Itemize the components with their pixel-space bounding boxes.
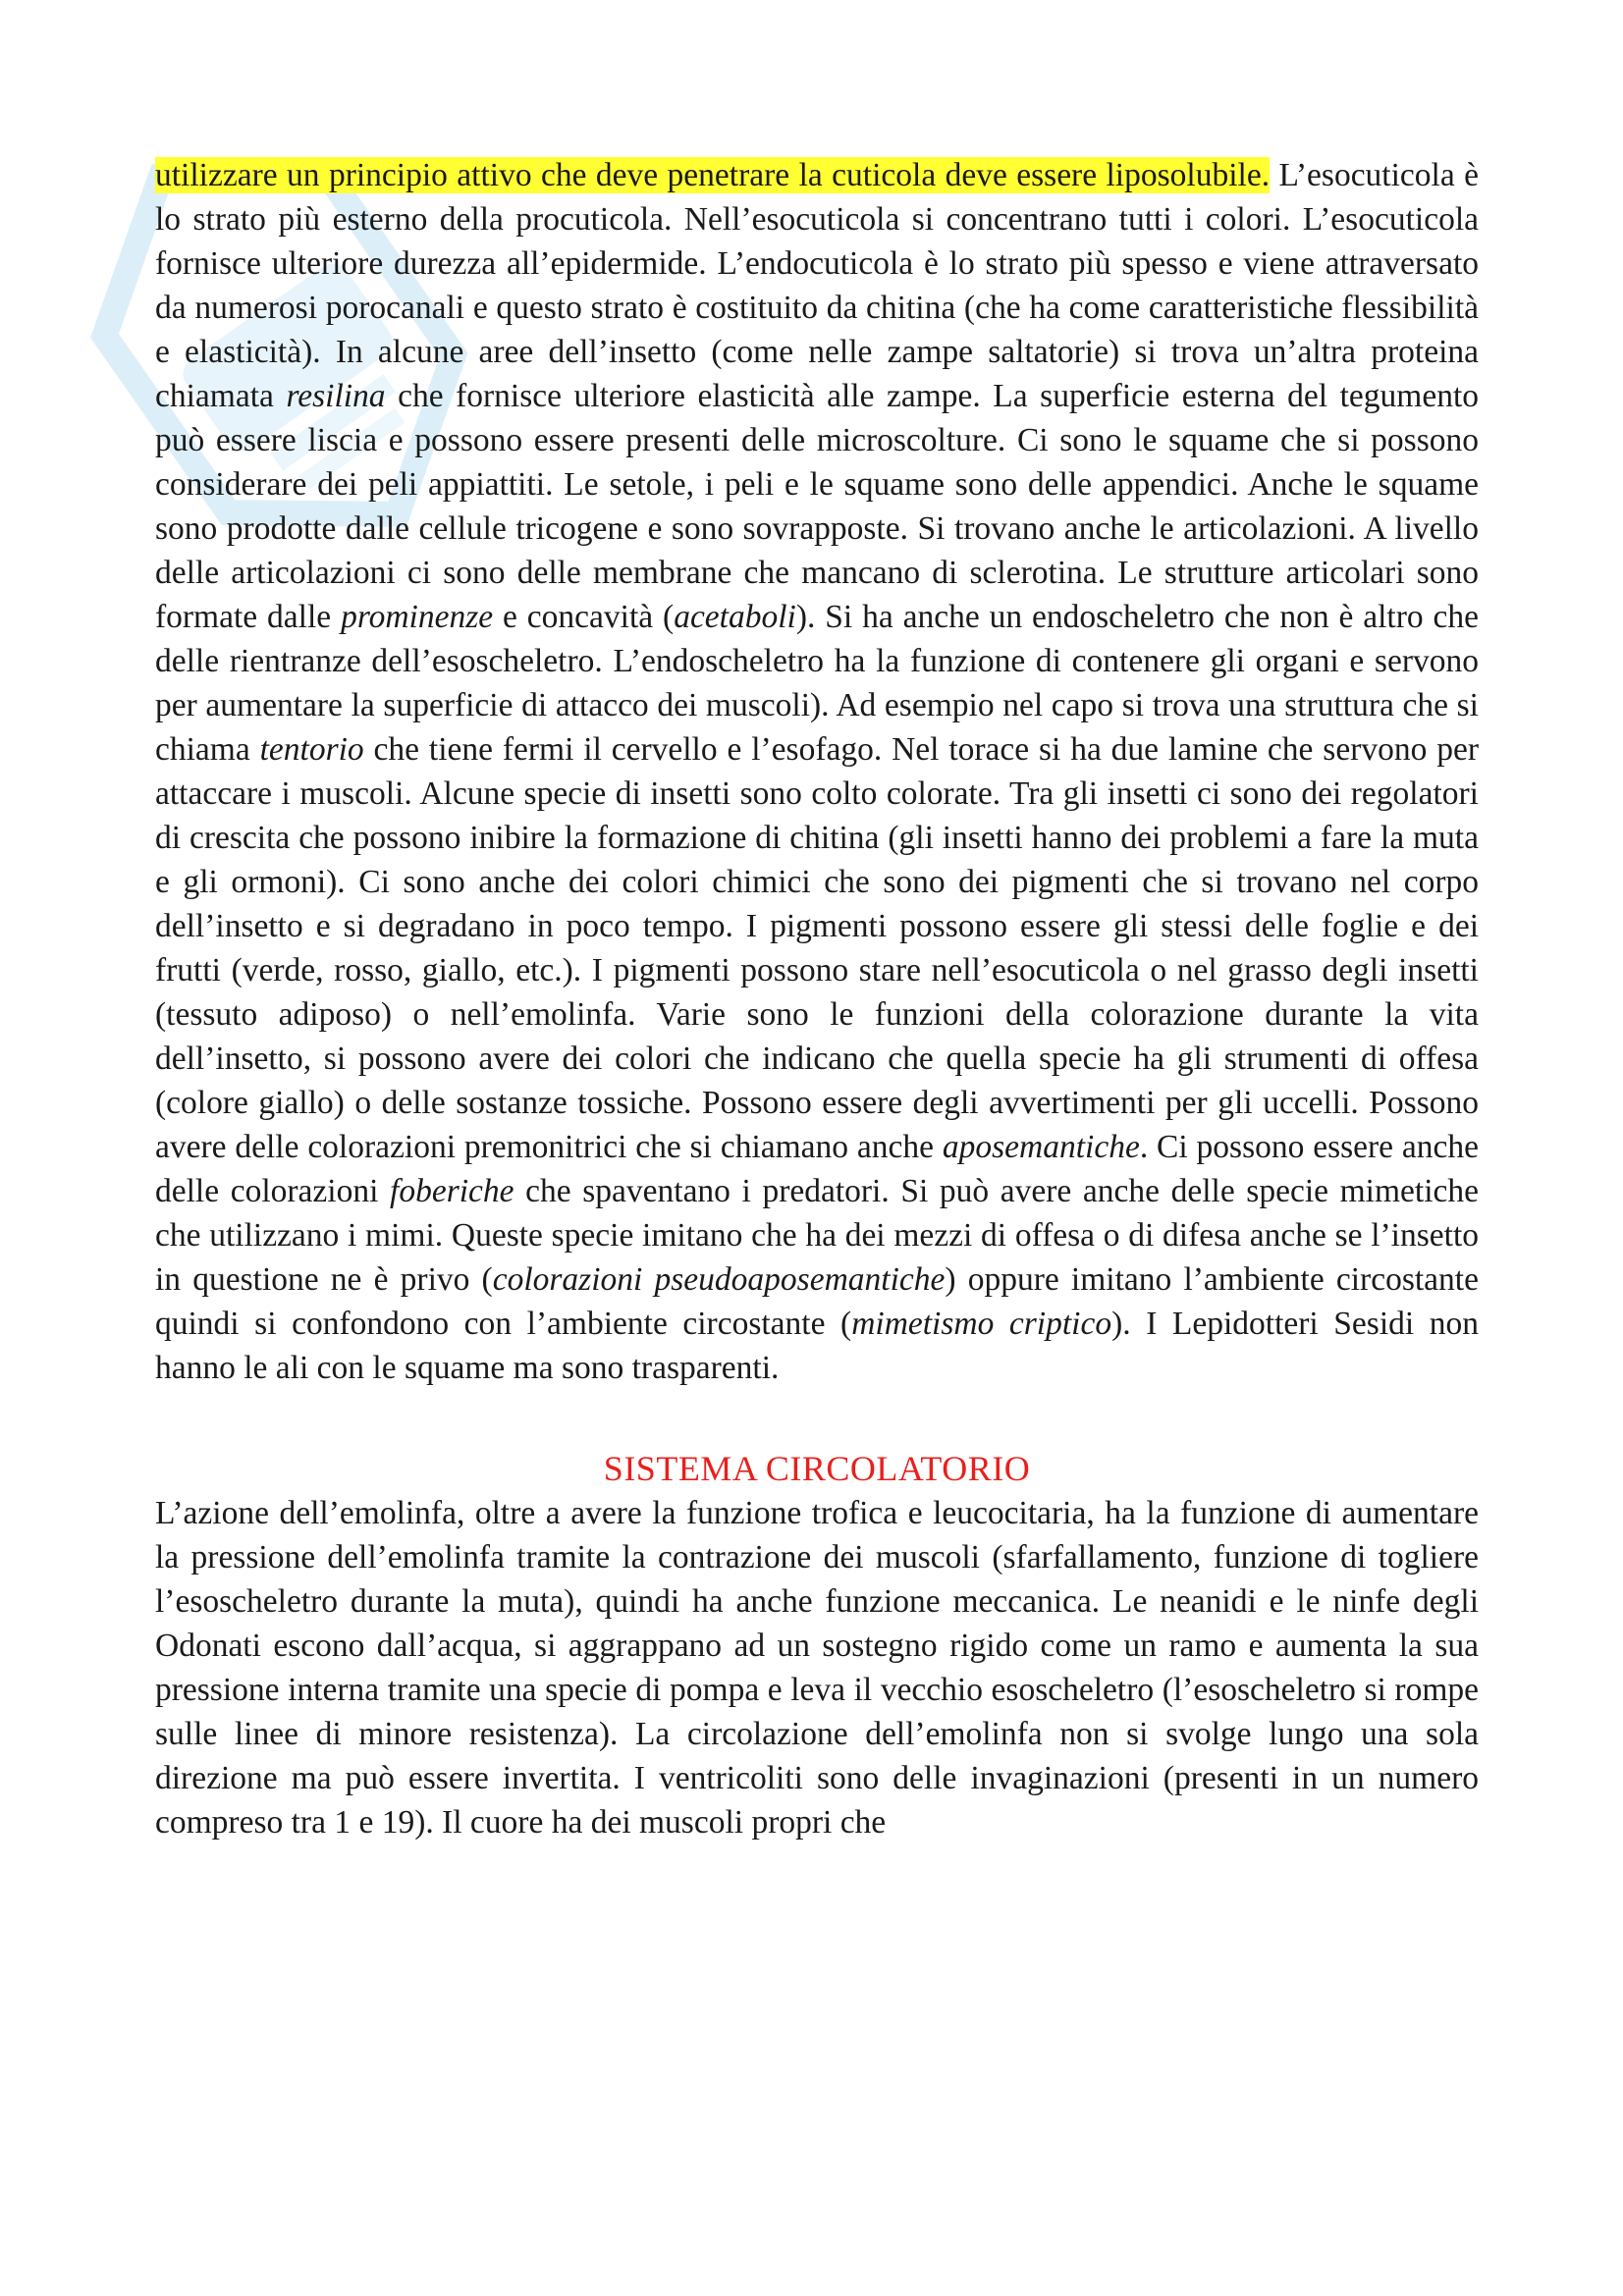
italic-term-mimetismo-criptico: mimetismo criptico	[851, 1306, 1112, 1342]
text-run: L’esocuticola è lo strato più esterno della procuticola. Nell’esocuticola si concentrano tutti i colori. L’esocuticola fornisce ulteriore durezza all’epidermide. L’endocuticola è lo strato più spesso e viene attraversato da numerosi porocanali e questo strato è costituito da chitina (che ha come caratteristiche flessibilità e elasticità). In alcune aree dell’insetto (come nelle zampe saltatorie) si trova un’altra proteina chiamata	[155, 157, 1480, 414]
paragraph-sistema-circolatorio: L’azione dell’emolinfa, oltre a avere la funzione trofica e leucocitaria, ha la funzione di aumentare la pressione dell’emolinfa tramite la contrazione dei muscoli (sfarfallamento, funzione di togliere l’esoscheletro durante la muta), quindi ha anche funzione meccanica. Le neanidi e le ninfe degli Odonati escono dall’acqua, si aggrappano ad un sostegno rigido come un ramo e aumenta la sua pressione interna tramite una specie di pompa e leva il vecchio esoscheletro (l’esoscheletro si rompe sulle linee di minore resistenza). La circolazione dell’emolinfa non si svolge lungo una sola direzione ma può essere invertita. I ventricoliti sono delle invaginazioni (presenti in un numero compreso tra 1 e 19). Il cuore ha dei muscoli propri che	[155, 1495, 1479, 1841]
paragraph-tegumento	[155, 153, 1479, 1390]
text-run: e concavità (	[493, 599, 675, 635]
text-run: ) oppure imitano l’ambiente circostante quindi si confondono con l’ambiente circostante (	[155, 1261, 1479, 1342]
italic-term-prominenze: prominenze	[341, 599, 494, 635]
italic-term-colorazioni-pseudoaposemantiche: colorazioni pseudoaposemantiche	[492, 1261, 946, 1298]
text-run: che fornisce ulteriore elasticità alle zampe. La superficie esterna del tegumento può essere liscia e possono essere presenti delle microscolture. Ci sono le squame che si possono considerare dei peli appiattiti. Le setole, i peli e le squame sono delle appendici. Anche le squame sono prodotte dalle cellule tricogene e sono sovrapposte. Si trovano anche le articolazioni. A livello delle articolazioni ci sono delle membrane che mancano di sclerotina. Le strutture articolari sono formate dalle	[155, 378, 1480, 635]
text-run: ). Si ha anche un endoscheletro che non è altro che delle rientranze dell’esoscheletro. L’endoscheletro ha la funzione di contenere gli organi e servono per aumentare la superficie di attacco dei muscoli). Ad esempio nel capo si trova una struttura che si chiama	[155, 599, 1479, 768]
italic-term-tentorio: tentorio	[259, 731, 364, 768]
italic-term-foberiche: foberiche	[390, 1173, 514, 1209]
text-run: . Ci possono essere anche delle colorazioni	[155, 1129, 1480, 1209]
text-run: ). I Lepidotteri Sesidi non hanno le ali con le squame ma sono trasparenti.	[155, 1306, 1480, 1386]
italic-term-aposemantiche: aposemantiche	[942, 1129, 1140, 1165]
document-body	[155, 153, 1479, 1844]
italic-term-resilina: resilina	[286, 378, 386, 414]
text-run: che spaventano i predatori. Si può avere anche delle specie mimetiche che utilizzano i mimi. Queste specie imitano che ha dei mezzi di offesa o di difesa anche se l’insetto in questione ne è privo (	[155, 1173, 1479, 1298]
italic-term-acetaboli: acetaboli	[674, 599, 796, 635]
section-title: SISTEMA CIRCOLATORIO	[603, 1449, 1031, 1488]
text-run: che tiene fermi il cervello e l’esofago. Nel torace si ha due lamine che servono per attaccare i muscoli. Alcune specie di insetti sono colto colorate. Tra gli insetti ci sono dei regolatori di crescita che possono inibire la formazione di chitina (gli insetti hanno dei problemi a fare la muta e gli ormoni). Ci sono anche dei colori chimici che sono dei pigmenti che si trovano nel corpo dell’insetto e si degradano in poco tempo. I pigmenti possono essere gli stessi delle foglie e dei frutti (verde, rosso, giallo, etc.). I pigmenti possono stare nell’esocuticola o nel grasso degli insetti (tessuto adiposo) o nell’emolinfa. Varie sono le funzioni della colorazione durante la vita dell’insetto, si possono avere dei colori che indicano che quella specie ha gli strumenti di offesa (colore giallo) o delle sostanze tossiche. Possono essere degli avvertimenti per gli uccelli. Possono avere delle colorazioni premonitrici che si chiamano anche	[155, 731, 1479, 1165]
highlighted-sentence: utilizzare un principio attivo che deve penetrare la cuticola deve essere liposolubile.	[155, 157, 1271, 193]
